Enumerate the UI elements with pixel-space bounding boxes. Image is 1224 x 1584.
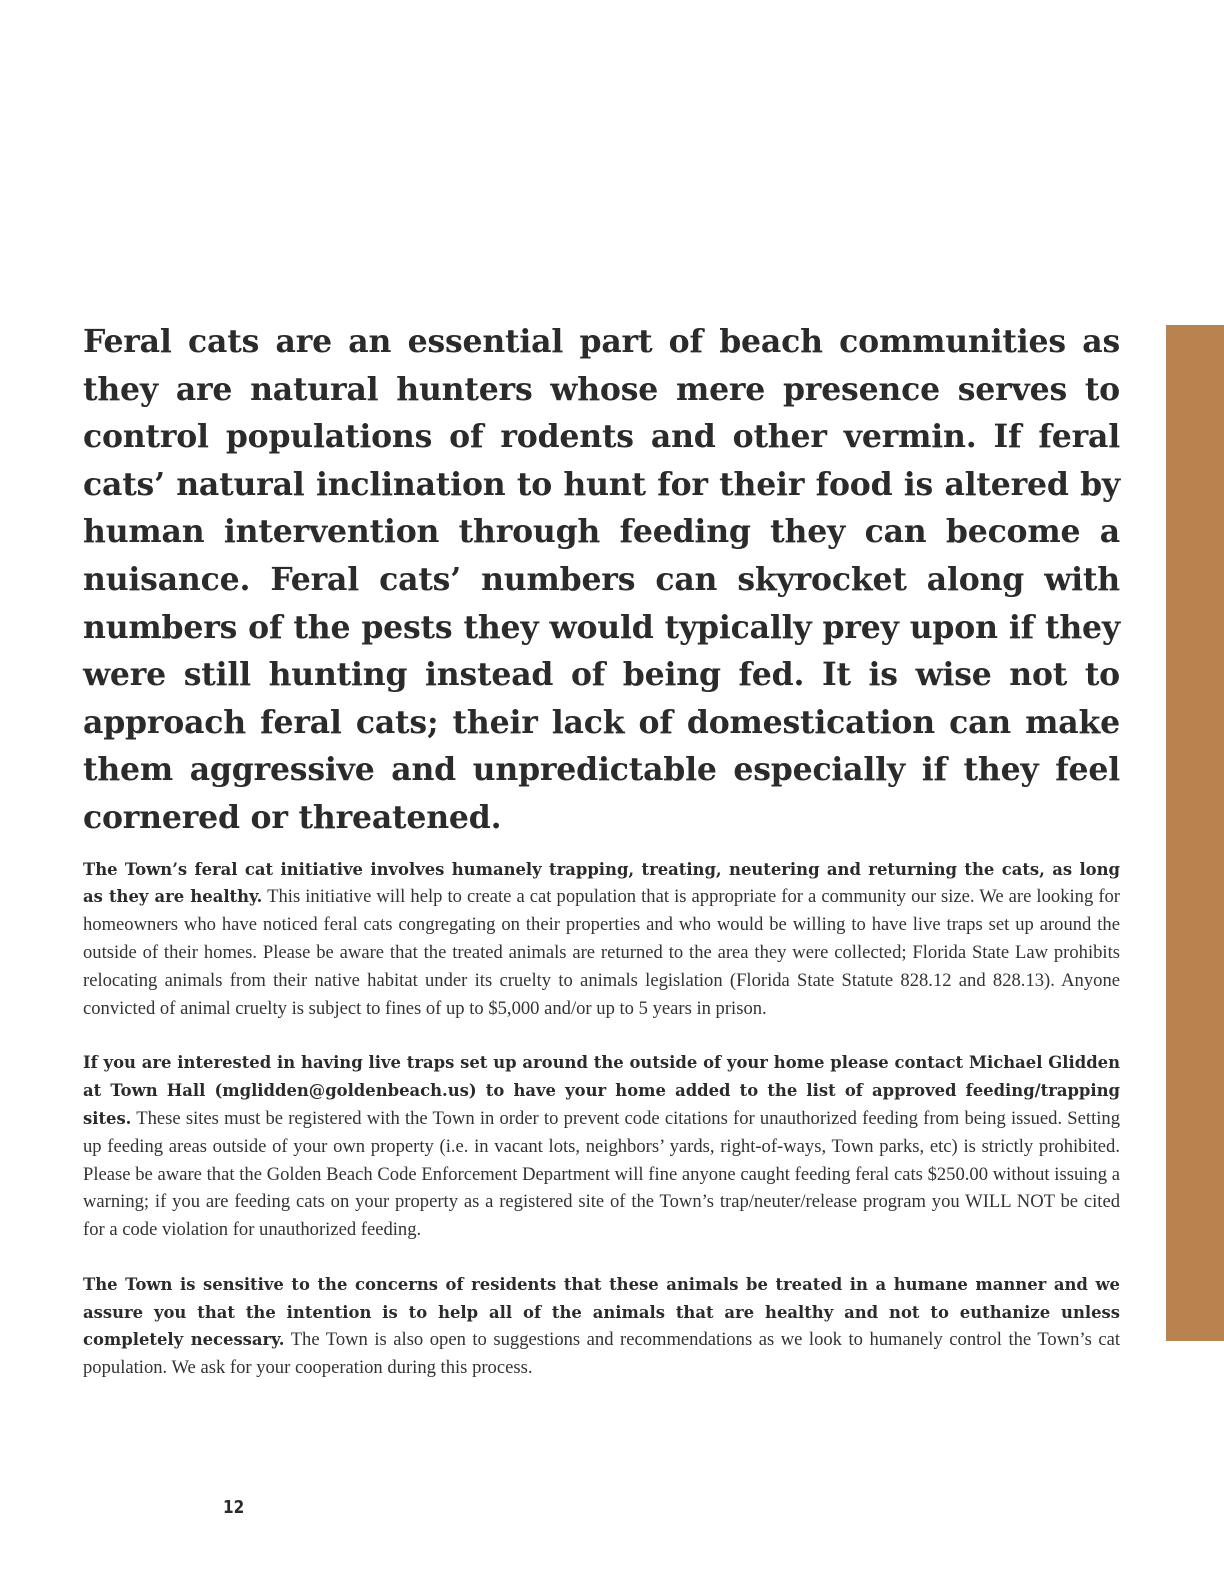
body-paragraph-2-text: These sites must be registered with the Town in order to prevent code citations for unauthorized feeding from being issued. Setting up feeding areas outside of your own property (i.e. in vacant lots, neighbors’ yards, right-of-ways, Town parks, etc) is strictly prohibited. Please be aware that the Golden Beach Code Enforcement Department will fine anyone caught feeding feral cats $250.00 without issuing a warning; if you are feeding cats on your property as a registered site of the Town’s trap/neuter/release program you WILL NOT be cited for a code violation for unauthorized feeding.	[83, 1107, 1120, 1241]
body-paragraph-3	[83, 1271, 1120, 1382]
body-paragraph-1	[83, 856, 1120, 1023]
body-paragraph-2-bold: If you are interested in having live traps set up around the outside of your home please contact Michael Glidden at Town Hall (mglidden@goldenbeach.us) to have your home added to the list of approved feeding/trapping sites.	[83, 1053, 1120, 1128]
body-paragraph-2	[83, 1049, 1120, 1244]
page-number: 12	[223, 1497, 245, 1518]
body-paragraph-3-bold: The Town is sensitive to the concerns of residents that these animals be treated in a humane manner and we assure you that the intention is to help all of the animals that are healthy and not to euthanize unless completely necessary.	[83, 1274, 1120, 1350]
body-paragraph-1-bold: The Town’s feral cat initiative involves humanely trapping, treating, neutering and returning the cats, as long as they are healthy.	[83, 859, 1120, 907]
lead-paragraph: Feral cats are an essential part of beach communities as they are natural hunters whose mere presence serves to control populations of rodents and other vermin. If feral cats’ natural inclination to hunt for their food is altered by human intervention through feeding they can become a nuisance. Feral cats’ numbers can skyrocket along with numbers of the pests they would typically prey upon if they were still hunting instead of being fed. It is wise not to approach feral cats; their lack of domestication can make them aggressive and unpredictable especially if they feel cornered or threatened.	[83, 323, 1120, 836]
decorative-side-bar	[1166, 325, 1224, 1341]
body-paragraph-3-text: The Town is also open to suggestions and recommendations as we look to humanely control the Town’s cat population. We ask for your cooperation during this process.	[83, 1329, 1121, 1379]
body-paragraph-1-text: This initiative will help to create a cat population that is appropriate for a community our size. We are looking for homeowners who have noticed feral cats congregating on their properties and who would be willing to have live traps set up around the outside of their homes. Please be aware that the treated animals are returned to the area they were collected; Florida State Law prohibits relocating animals from their native habitat under its cruelty to animals legislation (Florida State Statute 828.12 and 828.13). Anyone convicted of animal cruelty is subject to fines of up to $5,000 and/or up to 5 years in prison.	[83, 886, 1120, 1019]
page-content	[83, 318, 1120, 1382]
